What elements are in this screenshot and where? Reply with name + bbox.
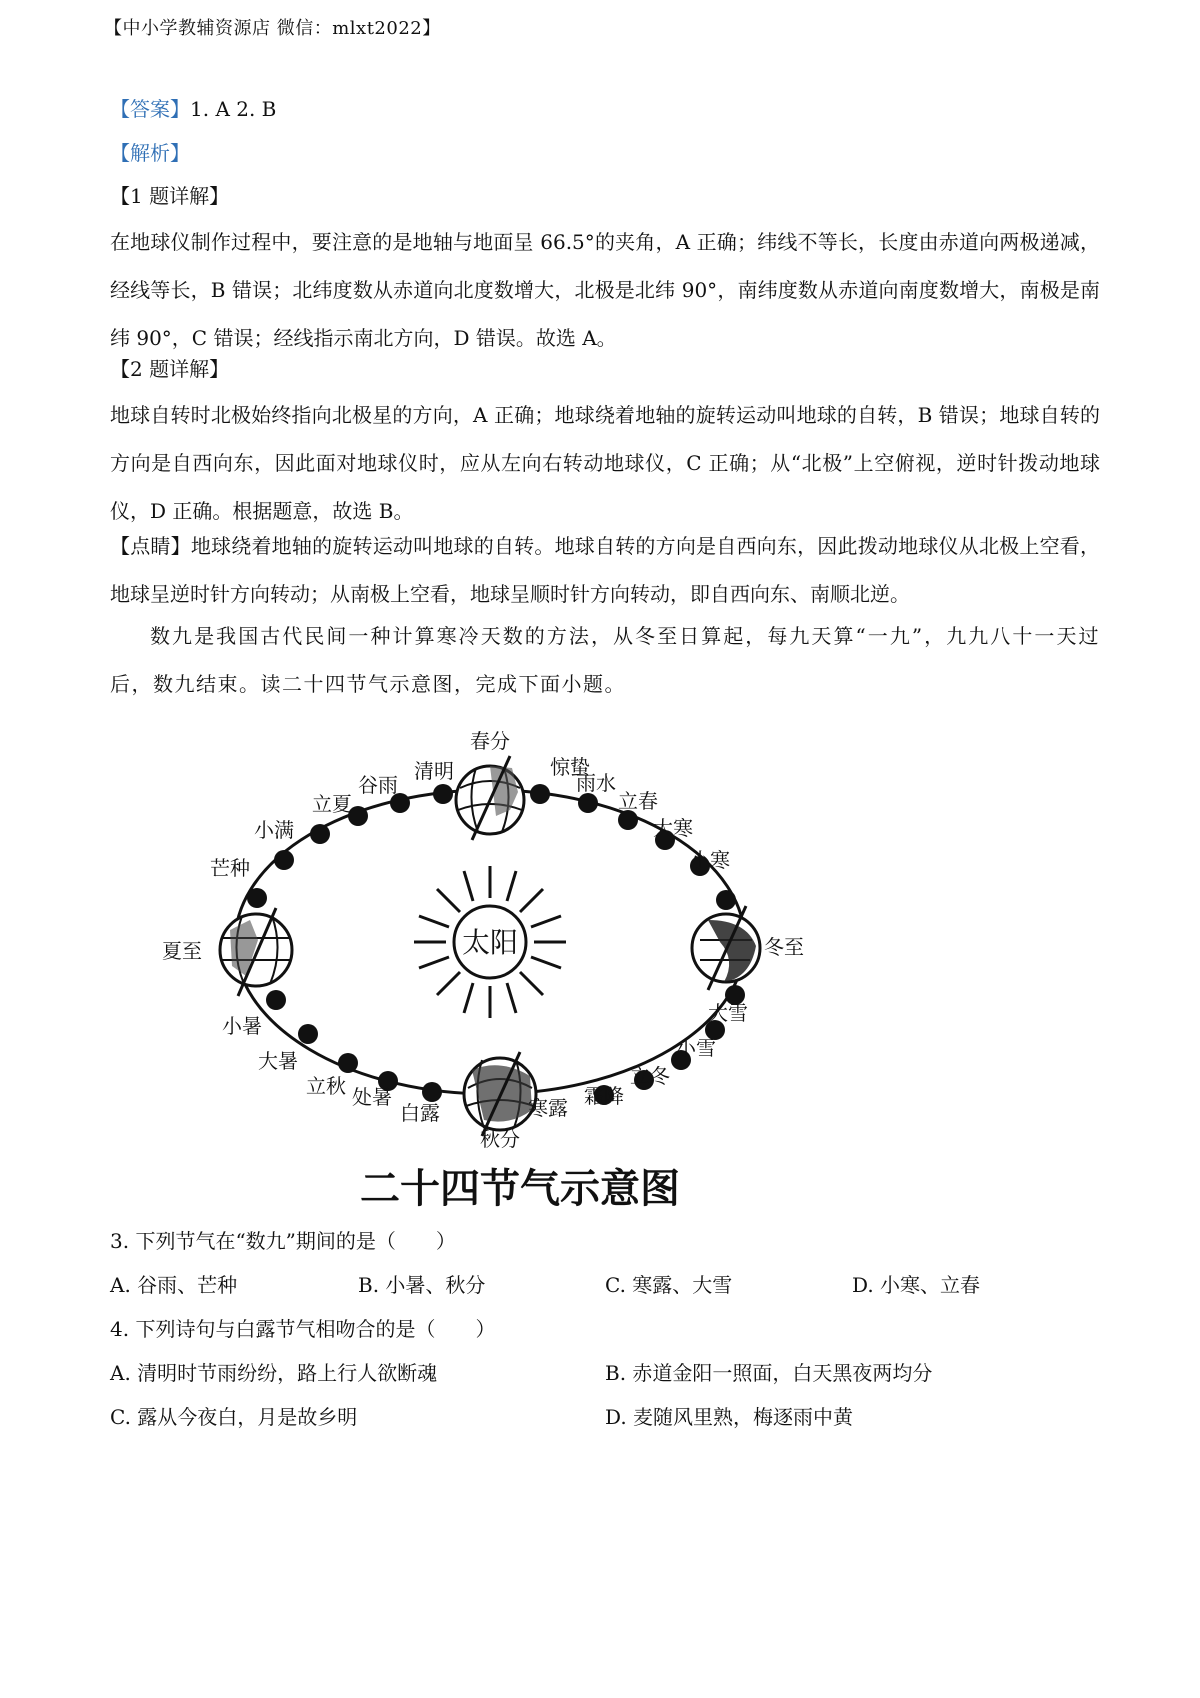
q3-option-b[interactable]: B. 小暑、秋分 — [358, 1273, 486, 1297]
orbit-dot — [338, 1053, 358, 1073]
orbit-dot — [422, 1082, 442, 1102]
term-jingzhe: 惊蛰 — [550, 755, 590, 779]
term-qingming: 清明 — [414, 759, 454, 783]
term-xiaoshu: 小暑 — [222, 1014, 262, 1038]
solar-terms-svg — [160, 720, 880, 1260]
analysis-tag: 【解析】 — [110, 141, 190, 165]
orbit-dot — [298, 1024, 318, 1044]
key-point-body: 【点睛】地球绕着地轴的旋转运动叫地球的自转。地球自转的方向是自西向东，因此拨动地球仪从北极上空看，地球呈逆时针方向转动；从南极上空看，地球呈顺时针方向转动，即自西向东、南顺北逆。 — [110, 534, 1100, 606]
term-xiaoxue: 小雪 — [676, 1036, 716, 1060]
globe-icon-autumn-equinox — [464, 1052, 536, 1136]
q3-option-a[interactable]: A. 谷雨、芒种 — [110, 1273, 238, 1297]
term-xiaohan: 小寒 — [690, 848, 730, 872]
q3-option-d[interactable]: D. 小寒、立春 — [852, 1273, 981, 1297]
globe-icon-spring-equinox — [456, 756, 524, 840]
term-daxue: 大雪 — [708, 1001, 748, 1025]
term-spring-equinox: 春分 — [470, 729, 510, 753]
solar-terms-diagram — [160, 720, 880, 1260]
q1-detail-heading: 【1 题详解】 — [110, 184, 230, 208]
orbit-dot — [274, 850, 294, 870]
orbit-dot — [310, 824, 330, 844]
orbit-dot — [578, 793, 598, 813]
term-dahan: 大寒 — [653, 816, 693, 840]
term-shuangjiang: 霜降 — [584, 1084, 624, 1108]
orbit-dot — [618, 810, 638, 830]
orbit-dot — [433, 784, 453, 804]
term-chushu: 处暑 — [352, 1085, 392, 1109]
answer-text: 1. A 2. B — [190, 97, 277, 121]
term-lidong: 立冬 — [630, 1064, 670, 1088]
orbit-dot — [247, 888, 267, 908]
figure-title: 二十四节气示意图 — [360, 1166, 680, 1212]
term-lixia: 立夏 — [312, 792, 352, 816]
sun-label: 太阳 — [461, 926, 519, 959]
q2-detail-heading: 【2 题详解】 — [110, 357, 230, 381]
term-hanlu: 寒露 — [528, 1096, 568, 1120]
q4-option-b[interactable]: B. 赤道金阳一照面，白天黑夜两均分 — [605, 1361, 933, 1385]
watermark-header: 【中小学教辅资源店 微信：mlxt2022】 — [104, 18, 441, 39]
term-bailu: 白露 — [400, 1101, 440, 1125]
term-dashu: 大暑 — [258, 1049, 298, 1073]
term-liqiu: 立秋 — [306, 1074, 346, 1098]
term-guyu: 谷雨 — [358, 773, 398, 797]
term-summer-solstice: 夏至 — [162, 939, 202, 963]
term-lichun: 立春 — [618, 789, 658, 813]
answer-line — [110, 96, 276, 122]
q3-option-c[interactable]: C. 寒露、大雪 — [605, 1273, 733, 1297]
q4-stem: 4. 下列诗句与白露节气相吻合的是（ ） — [110, 1317, 496, 1341]
q4-option-c[interactable]: C. 露从今夜白，月是故乡明 — [110, 1405, 358, 1429]
term-mangzhong: 芒种 — [210, 856, 250, 880]
q3-stem: 3. 下列节气在“数九”期间的是（ ） — [110, 1229, 456, 1253]
term-xiaoman: 小满 — [254, 818, 294, 842]
globe-icon-summer-solstice — [220, 908, 292, 996]
q1-detail-body: 在地球仪制作过程中，要注意的是地轴与地面呈 66.5°的夹角，A 正确；纬线不等长，长度由赤道向两极递减，经线等长，B 错误；北纬度数从赤道向北度数增大，北极是北纬 90°，南纬度数从赤道向南度数增大，南极是南纬 90°，C 错误；经线指示南北方向，D 错误。故选 A。 — [110, 230, 1100, 350]
q4-option-d[interactable]: D. 麦随风里熟，梅逐雨中黄 — [605, 1405, 854, 1429]
analysis-line — [110, 140, 190, 166]
orbit-dot — [530, 784, 550, 804]
orbit-dot — [716, 890, 736, 910]
q4-option-a[interactable]: A. 清明时节雨纷纷，路上行人欲断魂 — [110, 1361, 438, 1385]
globe-icon-winter-solstice — [692, 906, 760, 990]
term-autumn-equinox: 秋分 — [480, 1127, 520, 1151]
intro-paragraph: 数九是我国古代民间一种计算寒冷天数的方法，从冬至日算起，每九天算“一九”，九九八十一天过后，数九结束。读二十四节气示意图，完成下面小题。 — [110, 624, 1100, 696]
orbit-dot — [266, 990, 286, 1010]
answer-tag: 【答案】 — [110, 97, 190, 121]
term-yushui: 雨水 — [576, 771, 616, 795]
q2-detail-body: 地球自转时北极始终指向北极星的方向，A 正确；地球绕着地轴的旋转运动叫地球的自转，B 错误；地球自转的方向是自西向东，因此面对地球仪时，应从左向右转动地球仪，C 正确；从“北极”上空俯视，逆时针拨动地球仪，D 正确。根据题意，故选 B。 — [110, 403, 1100, 523]
term-winter-solstice: 冬至 — [764, 935, 804, 959]
